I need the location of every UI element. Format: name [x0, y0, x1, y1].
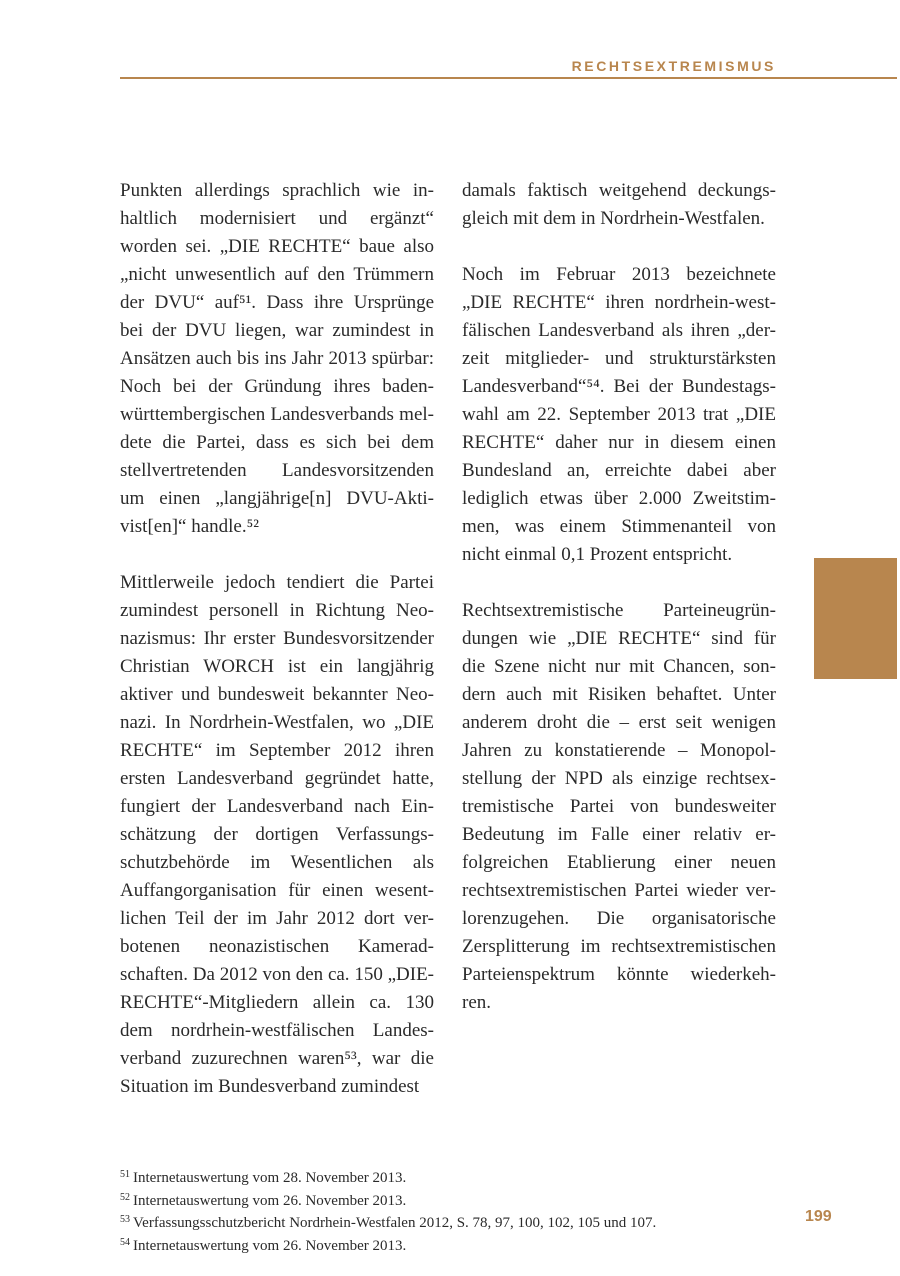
- running-header: RECHTSEXTREMISMUS: [571, 58, 776, 74]
- text-line: Christian WORCH ist ein langjährig: [120, 656, 434, 677]
- text-line: vist[en]“ handle.⁵²: [120, 516, 259, 537]
- text-line: Bundesland an, erreichte dabei aber: [462, 460, 776, 481]
- footnote: [120, 1232, 780, 1255]
- text-line: „DIE RECHTE“ ihren nordrhein-west-: [462, 292, 776, 313]
- paragraph: [462, 597, 776, 1017]
- text-line: dern auch mit Risiken behaftet. Unter: [462, 684, 776, 705]
- text-line: aktiver und bundesweit bekannter Neo-: [120, 684, 434, 705]
- left-column: [120, 177, 434, 1129]
- text-line: lediglich etwas über 2.000 Zweitstim-: [462, 488, 776, 509]
- footnote-text: Internetauswertung vom 26. November 2013.: [133, 1192, 407, 1209]
- text-line: bei der DVU liegen, war zumindest in: [120, 320, 434, 341]
- text-line: dete die Partei, dass es sich bei dem: [120, 432, 434, 453]
- text-line: schutzbehörde im Wesentlichen als: [120, 852, 434, 873]
- text-line: Jahren zu konstatierende – Monopol-: [462, 740, 776, 761]
- text-line: Situation im Bundesverband zumindest: [120, 1076, 420, 1097]
- text-line: Bedeutung im Falle einer relativ er-: [462, 824, 776, 845]
- footnote-text: Verfassungsschutzbericht Nordrhein-Westfalen 2012, S. 78, 97, 100, 102, 105 und 107.: [133, 1215, 657, 1231]
- text-line: folgreichen Etablierung einer neuen: [462, 852, 776, 873]
- paragraph: [120, 177, 434, 541]
- footnote-number: 52: [120, 1191, 130, 1203]
- text-line: stellung der NPD als einzige rechtsex-: [462, 768, 776, 789]
- text-line: nazi. In Nordrhein-Westfalen, wo „DIE: [120, 712, 434, 733]
- footnote: [120, 1209, 780, 1232]
- text-line: RECHTE“-Mitgliedern allein ca. 130: [120, 992, 434, 1013]
- text-line: fälischen Landesverband als ihren „der-: [462, 320, 776, 341]
- footnote-text: Internetauswertung vom 28. November 2013.: [133, 1170, 407, 1186]
- text-line: dem nordrhein-westfälischen Landes-: [120, 1020, 434, 1041]
- text-line: worden sei. „DIE RECHTE“ baue also: [120, 236, 434, 257]
- text-line: tremistische Partei von bundesweiter: [462, 796, 776, 817]
- footnote: [120, 1164, 780, 1187]
- text-line: Noch bei der Gründung ihres baden-: [120, 376, 434, 397]
- header-rule: [120, 77, 897, 79]
- text-line: lorenzugehen. Die organisatorische: [462, 908, 776, 929]
- text-line: men, was einem Stimmenanteil von: [462, 516, 776, 537]
- text-line: anderem droht die – erst seit wenigen: [462, 712, 776, 733]
- text-line: damals faktisch weitgehend deckungs-: [462, 180, 776, 201]
- text-line: fungiert der Landesverband nach Ein-: [120, 796, 434, 817]
- text-line: Rechtsextremistische Parteineugrün-: [462, 600, 776, 621]
- text-line: haltlich modernisiert und ergänzt“: [120, 208, 434, 229]
- page-number: 199: [805, 1208, 832, 1225]
- text-line: Punkten allerdings sprachlich wie in-: [120, 180, 434, 201]
- text-line: zumindest personell in Richtung Neo-: [120, 600, 434, 621]
- text-line: RECHTE“ im September 2012 ihren: [120, 740, 434, 761]
- footnote: [120, 1187, 780, 1210]
- text-line: verband zuzurechnen waren⁵³, war die: [120, 1048, 434, 1069]
- text-line: die Szene nicht nur mit Chancen, son-: [462, 656, 776, 677]
- right-column: [462, 177, 776, 1045]
- text-line: ersten Landesverband gegründet hatte,: [120, 768, 434, 789]
- chapter-tab: [814, 558, 897, 679]
- paragraph: [120, 569, 434, 1101]
- text-line: RECHTE“ daher nur in diesem einen: [462, 432, 776, 453]
- text-line: um einen „langjährige[n] DVU-Akti-: [120, 488, 434, 509]
- text-line: zeit mitglieder- und strukturstärksten: [462, 348, 776, 369]
- footnote-number: 54: [120, 1236, 130, 1248]
- text-line: dungen wie „DIE RECHTE“ sind für: [462, 628, 776, 649]
- text-line: schaften. Da 2012 von den ca. 150 „DIE-: [120, 964, 434, 985]
- text-line: schätzung der dortigen Verfassungs-: [120, 824, 434, 845]
- text-line: Ansätzen auch bis ins Jahr 2013 spürbar:: [120, 348, 434, 369]
- footnotes: [120, 1164, 780, 1254]
- text-line: wahl am 22. September 2013 trat „DIE: [462, 404, 776, 425]
- text-line: Landesverband“⁵⁴. Bei der Bundestags-: [462, 376, 776, 397]
- text-line: Auffangorganisation für einen wesent-: [120, 880, 434, 901]
- text-line: ren.: [462, 992, 492, 1013]
- text-line: „nicht unwesentlich auf den Trümmern: [120, 264, 434, 285]
- paragraph: [462, 177, 776, 233]
- text-line: nicht einmal 0,1 Prozent entspricht.: [462, 544, 733, 565]
- footnote-number: 51: [120, 1169, 130, 1180]
- text-line: gleich mit dem in Nordrhein-Westfalen.: [462, 208, 765, 229]
- text-line: botenen neonazistischen Kamerad-: [120, 936, 434, 957]
- footnote-text: Internetauswertung vom 26. November 2013.: [133, 1237, 407, 1254]
- text-line: lichen Teil der im Jahr 2012 dort ver-: [120, 908, 434, 929]
- text-line: württembergischen Landesverbands mel-: [120, 404, 434, 425]
- text-line: Noch im Februar 2013 bezeichnete: [462, 264, 776, 285]
- paragraph: [462, 261, 776, 569]
- text-line: nazismus: Ihr erster Bundesvorsitzender: [120, 628, 434, 649]
- text-line: der DVU“ auf⁵¹. Dass ihre Ursprünge: [120, 292, 434, 313]
- text-line: Zersplitterung im rechtsextremistischen: [462, 936, 776, 957]
- text-line: stellvertretenden Landesvorsitzenden: [120, 460, 434, 481]
- text-line: Mittlerweile jedoch tendiert die Partei: [120, 572, 434, 593]
- text-line: rechtsextremistischen Partei wieder ver-: [462, 880, 776, 901]
- text-line: Parteienspektrum könnte wiederkeh-: [462, 964, 776, 985]
- footnote-number: 53: [120, 1214, 130, 1225]
